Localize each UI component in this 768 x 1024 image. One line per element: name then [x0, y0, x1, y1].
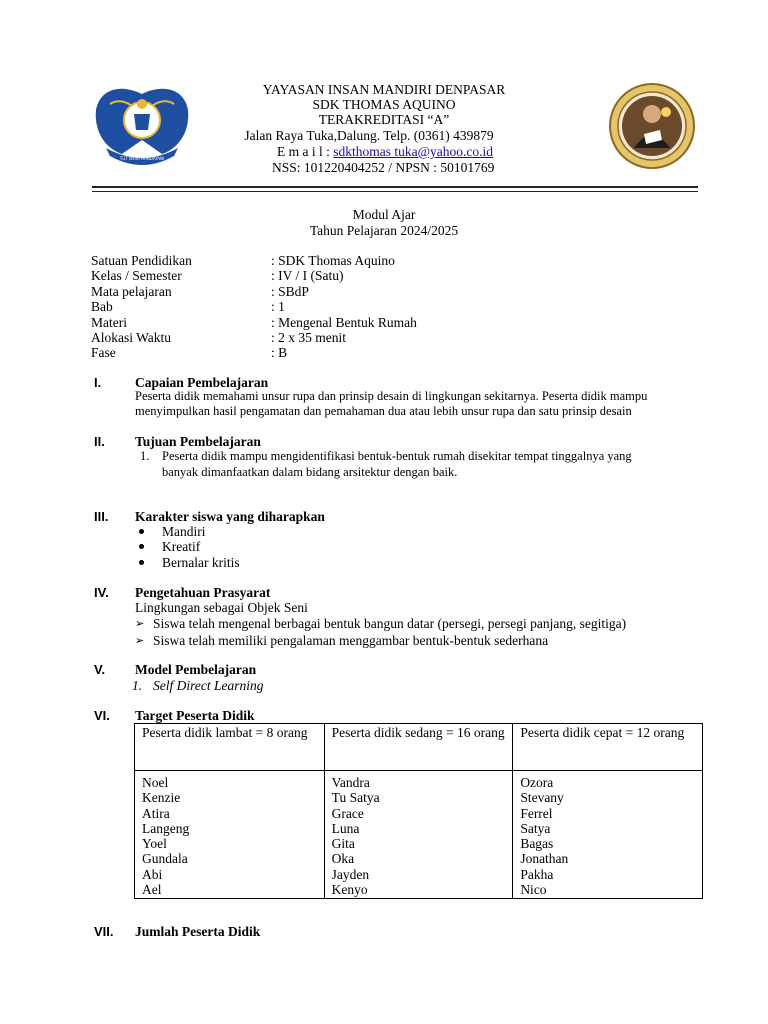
- email-link[interactable]: sdkthomas tuka@yahoo.co.id: [333, 144, 494, 159]
- table-header-row: [135, 724, 703, 771]
- bullet-dot: [139, 529, 144, 534]
- foundation-name: YAYASAN INSAN MANDIRI DENPASAR: [262, 82, 506, 97]
- fast-students-cell: [513, 771, 703, 899]
- nss-npsn: NSS: 101220404252 / NPSN : 50101769: [272, 160, 495, 175]
- student-name: Gundala: [142, 851, 188, 867]
- student-name: Luna: [331, 820, 360, 836]
- student-name: Gita: [331, 836, 355, 852]
- table-row: [135, 771, 703, 899]
- identity-row: [91, 330, 591, 346]
- identity-value: : Mengenal Bentuk Rumah: [271, 314, 417, 330]
- table-header-cell: Peserta didik sedang = 16 orang: [324, 724, 513, 771]
- character-item: Kreatif: [162, 539, 201, 554]
- student-name: Yoel: [142, 836, 167, 852]
- identity-value: : SBdP: [271, 283, 309, 299]
- identity-row: [91, 315, 591, 331]
- section-5-item-number: 1.: [132, 678, 143, 693]
- section-1-number: I.: [94, 375, 102, 390]
- school-name: SDK THOMAS AQUINO: [312, 97, 456, 112]
- section-6-title: Target Peserta Didik: [135, 708, 255, 723]
- section-2-title: Tujuan Pembelajaran: [135, 434, 261, 449]
- student-name: Oka: [331, 851, 355, 867]
- section-7-title: Jumlah Peserta Didik: [135, 924, 261, 939]
- slow-students-cell: [135, 771, 325, 899]
- identity-label: Bab: [91, 299, 113, 315]
- identity-label: Kelas / Semester: [91, 268, 182, 284]
- student-name: Kenzie: [142, 790, 181, 806]
- prerequisite-item: Siswa telah memiliki pengalaman menggambar bentuk-bentuk sederhana: [153, 633, 549, 648]
- section-5-item: Self Direct Learning: [153, 678, 264, 693]
- bullet-dot: [139, 544, 144, 549]
- student-name: Jonathan: [520, 851, 569, 867]
- identity-row: [91, 299, 591, 315]
- section-3-number: III.: [94, 509, 109, 524]
- prerequisite-item: Siswa telah mengenal berbagai bentuk bangun datar (persegi, persegi panjang, segitiga): [153, 616, 627, 631]
- section-1-text-line1: Peserta didik memahami unsur rupa dan prinsip desain di lingkungan sekitarnya. Peserta didik mampu: [135, 389, 648, 403]
- email-label: E m a i l :: [277, 144, 334, 159]
- student-name: Langeng: [142, 820, 190, 836]
- identity-row: [91, 284, 591, 300]
- student-name: Nico: [520, 882, 547, 898]
- identity-row: [91, 345, 591, 361]
- table-header-cell: Peserta didik cepat = 12 orang: [513, 724, 703, 771]
- section-5-title: Model Pembelajaran: [135, 662, 257, 677]
- section-4-number: IV.: [94, 585, 109, 600]
- identity-label: Alokasi Waktu: [91, 330, 172, 345]
- student-name: Satya: [520, 820, 551, 836]
- section-4-title: Pengetahuan Prasyarat: [135, 585, 271, 600]
- arrow-bullet-icon: ➢: [135, 634, 145, 647]
- section-2-number: II.: [94, 434, 105, 449]
- student-name: Abi: [142, 866, 163, 882]
- section-1-text-line2: menyimpulkan hasil pengamatan dan pemahaman dua atau lebih unsur rupa dan satu prinsip desain: [135, 404, 632, 418]
- bullet-dot: [139, 560, 144, 565]
- header-rule-thin: [92, 191, 698, 192]
- student-name: Ozora: [520, 775, 554, 790]
- student-name: Noel: [142, 775, 169, 790]
- doc-year: Tahun Pelajaran 2024/2025: [309, 223, 459, 238]
- student-name: Jayden: [331, 866, 370, 882]
- logo-motto: TUT WURI HANDAYANI: [119, 156, 165, 161]
- section-5-number: V.: [94, 662, 106, 677]
- table-header-cell: Peserta didik lambat = 8 orang: [135, 724, 325, 771]
- identity-value: : 1: [271, 299, 285, 315]
- section-2-item-number: 1.: [140, 449, 150, 463]
- section-4-intro: Lingkungan sebagai Objek Seni: [135, 600, 308, 615]
- identity-label: Mata pelajaran: [91, 283, 172, 299]
- accreditation: TERAKREDITASI “A”: [318, 112, 450, 127]
- section-2-text-line2: banyak dimanfaatkan dalam bidang arsitektur dengan baik.: [162, 465, 458, 479]
- identity-row: [91, 253, 591, 269]
- identity-row: [91, 268, 591, 284]
- school-address: Jalan Raya Tuka,Dalung. Telp. (0361) 439879: [244, 128, 494, 143]
- student-name: Grace: [331, 805, 364, 821]
- doc-title: Modul Ajar: [352, 207, 416, 222]
- section-1-title: Capaian Pembelajaran: [135, 375, 269, 390]
- student-name: Kenyo: [331, 882, 368, 898]
- student-name: Vandra: [331, 775, 370, 790]
- medium-students-cell: [324, 771, 513, 899]
- identity-value: : IV / I (Satu): [271, 268, 344, 284]
- identity-label: Materi: [91, 314, 127, 330]
- student-name: Pakha: [520, 866, 554, 882]
- student-name: Tu Satya: [331, 790, 380, 806]
- arrow-bullet-icon: ➢: [135, 617, 145, 630]
- section-7-number: VII.: [94, 924, 114, 939]
- section-6-number: VI.: [94, 708, 110, 723]
- identity-value: : B: [271, 345, 288, 361]
- identity-label: Satuan Pendidikan: [91, 253, 192, 268]
- student-name: Ferrel: [520, 805, 553, 821]
- section-3-title: Karakter siswa yang diharapkan: [135, 509, 325, 524]
- student-name: Stevany: [520, 790, 564, 806]
- target-students-table: [134, 723, 703, 899]
- character-item: Bernalar kritis: [162, 555, 240, 570]
- email-line: [277, 144, 493, 160]
- student-name: Ael: [142, 882, 162, 898]
- identity-value: : SDK Thomas Aquino: [271, 253, 395, 268]
- section-2-text-line1: Peserta didik mampu mengidentifikasi bentuk-bentuk rumah disekitar tempat tinggalnya yang: [162, 449, 632, 463]
- header-rule-thick: [92, 186, 698, 188]
- identity-value: : 2 x 35 menit: [271, 330, 346, 345]
- identity-label: Fase: [91, 345, 116, 361]
- student-name: Atira: [142, 805, 170, 821]
- character-item: Mandiri: [162, 524, 206, 539]
- student-name: Bagas: [520, 836, 554, 852]
